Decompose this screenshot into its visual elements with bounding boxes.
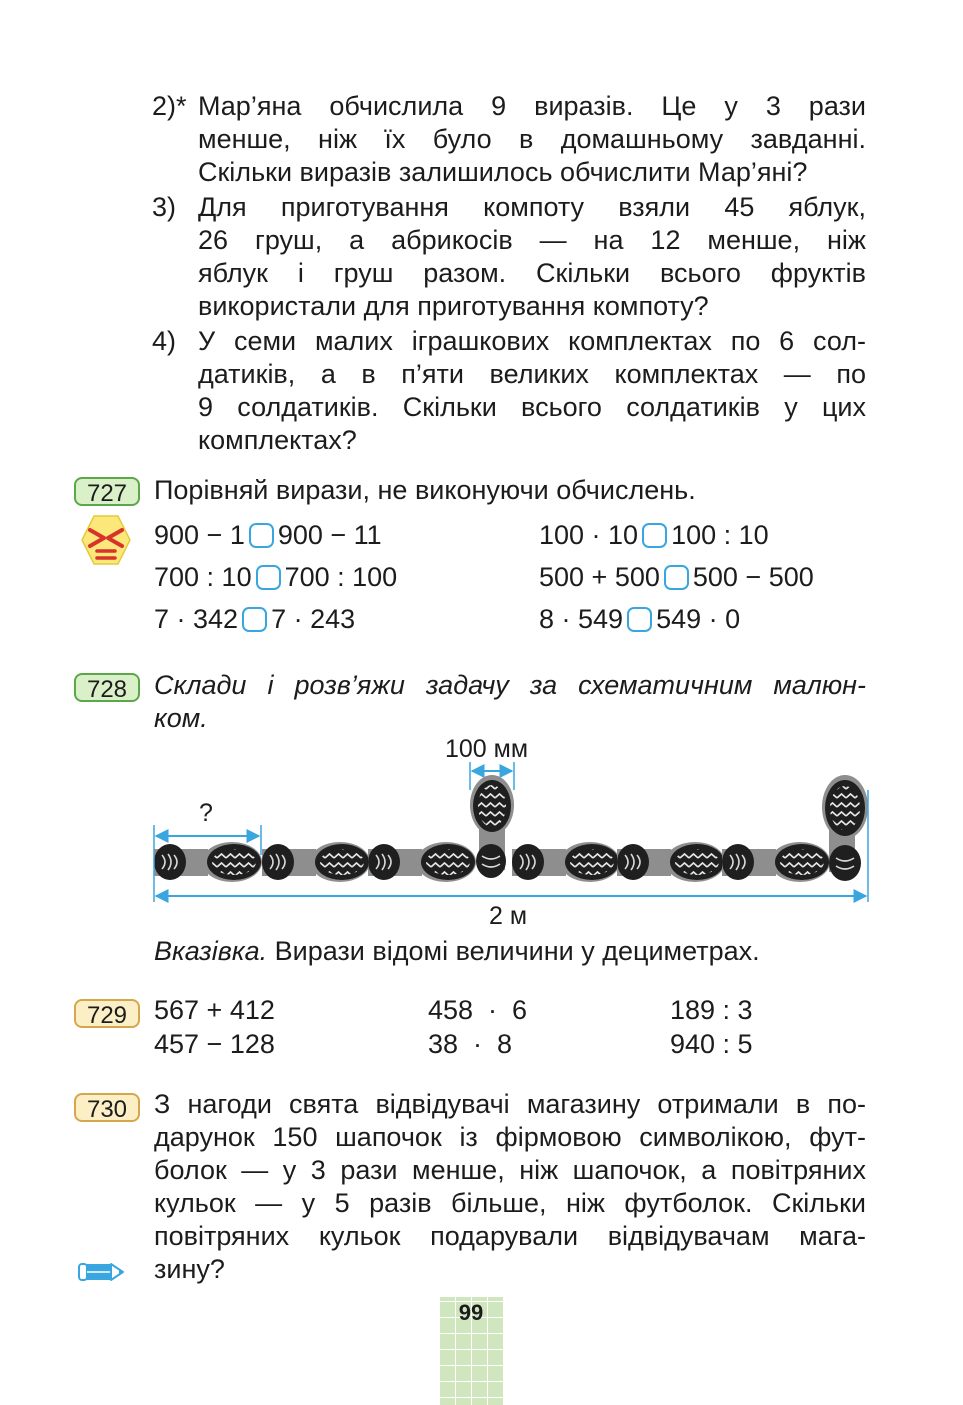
task-number-badge-728: 728 xyxy=(74,673,140,702)
footprint-shape xyxy=(154,842,262,882)
footprint-shape xyxy=(722,842,830,882)
comparison-row-2-left: 700 : 10 700 : 100 xyxy=(154,562,398,592)
part-4-line-2: датиків, а в п’яти великих комплектах — по xyxy=(198,359,866,389)
total-length-label: 2 м xyxy=(489,902,528,930)
task-728-line-2: ком. xyxy=(154,703,208,733)
part-4-line-4: комплектах? xyxy=(198,425,357,455)
expression: 457 − 128 xyxy=(154,1029,275,1059)
task-730-line-5: повітряних кульок подарували відвідувачам мага- xyxy=(154,1221,866,1251)
part-3-line-1: Для приготування компоту взяли 45 яблук, xyxy=(198,192,866,222)
part-3-line-4: використали для приготування компоту? xyxy=(198,291,709,321)
expression: 458 · 6 xyxy=(428,995,528,1025)
expression: 940 : 5 xyxy=(670,1029,753,1059)
task-730-line-4: кульок — у 5 разів більше, ніж футболок. Скільки xyxy=(154,1188,866,1218)
task-730-line-2: дарунок 150 шапочок із фірмовою символікою, фут- xyxy=(154,1122,866,1152)
expression: 567 + 412 xyxy=(154,995,275,1025)
comparison-row-1-right: 100 · 10 100 : 10 xyxy=(539,520,769,550)
page-number: 99 xyxy=(458,1300,484,1325)
part-2-line-3: Скільки виразів залишилось обчислити Мар’яні? xyxy=(198,157,808,187)
task-728-line-1: Склади і розв’яжи задачу за схематичним малюн- xyxy=(154,670,866,700)
part-3-line-3: яблук і груш разом. Скільки всього фруктів xyxy=(198,258,866,288)
task-730-line-6: зину? xyxy=(154,1254,225,1284)
task-number-badge-727: 727 xyxy=(74,477,140,506)
foot-length-label: 100 мм xyxy=(445,735,529,763)
footprint-vertical-middle xyxy=(470,775,514,878)
task-727-text: Порівняй вирази, не виконуючи обчислень. xyxy=(154,475,696,505)
task-730-line-1: З нагоди свята відвідувачі магазину отримали в по- xyxy=(154,1089,866,1119)
expression: 189 : 3 xyxy=(670,995,753,1025)
task-730-line-3: болок — у 3 рази менше, ніж шапочок, а повітряних xyxy=(154,1155,866,1185)
part-2-line-1: Мар’яна обчислила 9 виразів. Це у 3 рази xyxy=(198,91,866,121)
part-2-line-2: менше, ніж їх було в домашньому завданні. xyxy=(198,124,866,154)
footprint-shape xyxy=(617,842,725,882)
footprint-shape xyxy=(368,842,476,882)
part-number-2: 2)* xyxy=(152,91,187,121)
footprint-shape xyxy=(512,842,620,882)
part-3-line-2: 26 груш, а абрикосів — на 12 менше, ніж xyxy=(198,225,866,255)
part-number-4: 4) xyxy=(152,326,177,356)
step-length-label: ? xyxy=(199,799,213,827)
comparison-row-3-left: 7 · 342 7 · 243 xyxy=(154,604,356,634)
part-4-line-3: 9 солдатиків. Скільки всього солдатиків у цих xyxy=(198,392,866,422)
task-number-badge-730: 730 xyxy=(74,1093,140,1122)
comparison-row-1-left: 900 − 1 900 − 11 xyxy=(154,520,382,550)
pencil-icon xyxy=(76,1259,126,1285)
comparison-row-2-right: 500 + 500 500 − 500 xyxy=(539,562,814,592)
part-number-3: 3) xyxy=(152,192,177,222)
part-4-line-1: У семи малих іграшкових комплектах по 6 сол- xyxy=(198,326,866,356)
comparison-row-3-right: 8 · 549 549 · 0 xyxy=(539,604,741,634)
task-number-badge-729: 729 xyxy=(74,999,140,1028)
expression: 38 · 8 xyxy=(428,1029,513,1059)
task-728-hint: Вказівка. Вирази відомі величини у дециметрах. xyxy=(154,936,760,966)
footprint-shape xyxy=(262,842,370,882)
